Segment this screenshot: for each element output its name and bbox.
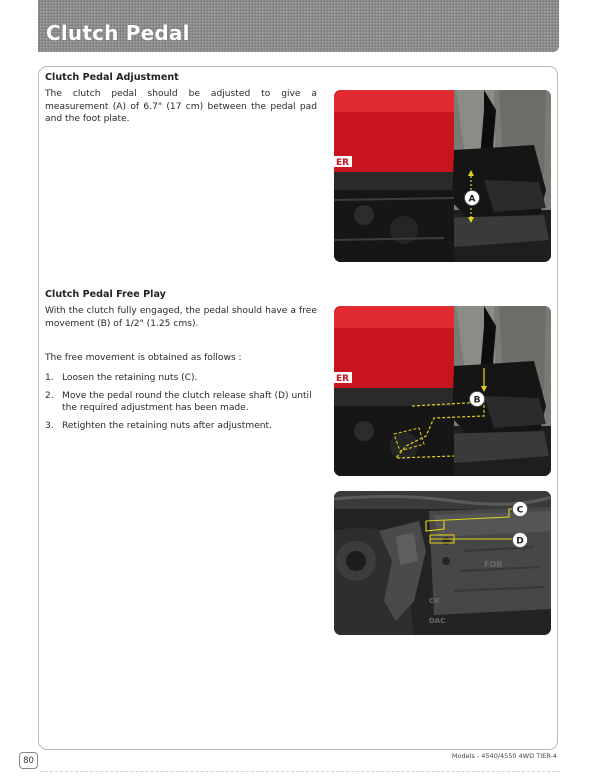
callout-d-label: D (516, 536, 524, 547)
page-number: 80 (19, 752, 38, 769)
free-play-body: With the clutch fully engaged, the pedal should have a free movement (B) of 1/2" (1.25 cms). (45, 306, 317, 329)
footer-model: Models - 4540/4550 4WD TIER-4 (451, 752, 557, 760)
step-number: 2. (45, 390, 54, 401)
adjustment-body: The clutch pedal should be adjusted to give a measurement (A) of 6.7" (17 cm) between the pedal pad and the foot plate. (45, 89, 317, 125)
cast-text: CK (429, 597, 440, 605)
free-play-intro: The free movement is obtained as follows : (45, 353, 242, 363)
step-item (45, 390, 317, 415)
footer-divider (40, 771, 560, 772)
procedure-steps (45, 372, 317, 437)
pedal-free-play-photo (334, 306, 551, 476)
step-number: 3. (45, 420, 54, 431)
callout-c-label: C (516, 505, 524, 516)
retaining-nuts-photo (334, 491, 551, 635)
decal-fragment: ER (336, 374, 350, 384)
cast-text: FOR (484, 560, 503, 569)
step-number: 1. (45, 373, 54, 383)
adjustment-heading: Clutch Pedal Adjustment (45, 72, 179, 83)
page-title: Clutch Pedal (46, 21, 190, 45)
step-item (45, 420, 317, 433)
callout-b-label: B (473, 395, 481, 406)
pedal-adjustment-photo (334, 90, 551, 262)
step-item (45, 372, 317, 385)
step-text: Retighten the retaining nuts after adjustment. (62, 420, 273, 431)
callout-a-label: A (468, 194, 476, 205)
header-band (38, 0, 559, 52)
cast-text: DAC (429, 617, 446, 625)
step-text: Move the pedal round the clutch release shaft (D) until the required adjustment has been made. (62, 390, 312, 414)
step-text: Loosen the retaining nuts (C). (62, 373, 198, 383)
free-play-heading: Clutch Pedal Free Play (45, 289, 166, 300)
decal-fragment: ER (336, 158, 350, 168)
